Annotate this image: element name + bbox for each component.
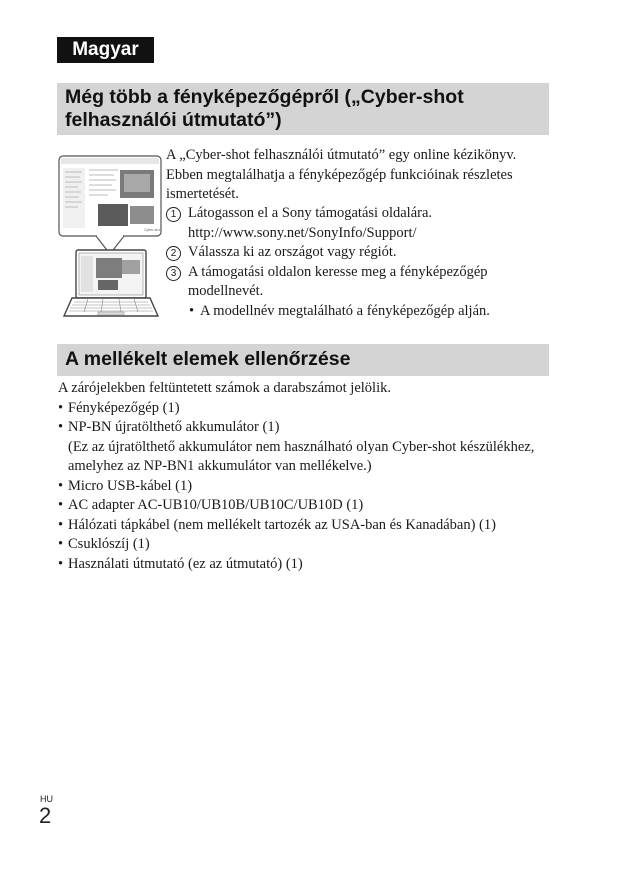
list-item: • Fényképezőgép (1) bbox=[58, 399, 180, 416]
step-2 bbox=[166, 243, 556, 263]
list-item: • Használati útmutató (ez az útmutató) (1) bbox=[58, 555, 303, 572]
battery-note: (Ez az újratölthető akkumulátor nem használható olyan Cyber-shot készülékhez, amelyhez az NP-BN1 akkumulátor van mellékelve.) bbox=[68, 438, 535, 474]
list-item: • Micro USB-kábel (1) bbox=[58, 477, 193, 494]
section-heading-more-info: Még több a fényképezőgépről („Cyber-shot felhasználói útmutató”) bbox=[57, 83, 549, 135]
svg-text:Cyber-shot: Cyber-shot bbox=[144, 228, 162, 232]
language-tab: Magyar bbox=[57, 37, 154, 63]
list-item: • Hálózati tápkábel (nem mellékelt tartozék az USA-ban és Kanadában) (1) bbox=[58, 516, 496, 533]
step-number-3: 3 bbox=[166, 266, 181, 281]
section1-intro: A „Cyber-shot felhasználói útmutató” egy online kézikönyv. Ebben megtalálhatja a fényképezőgép funkcióinak részletes ismertetését. bbox=[166, 147, 517, 202]
language-code: HU bbox=[40, 794, 53, 804]
model-name-text: A modellnév megtalálható a fényképezőgép alján. bbox=[200, 303, 490, 319]
page-number: 2 bbox=[39, 803, 52, 828]
laptop-browser-illustration-icon bbox=[58, 150, 162, 322]
items-intro: A zárójelekben feltüntetett számok a darabszámot jelölik. bbox=[58, 380, 391, 396]
step-3-text: A támogatási oldalon keresse meg a fényképezőgép modellnevét. bbox=[188, 263, 488, 299]
step-number-1: 1 bbox=[166, 207, 181, 222]
supplied-items-list bbox=[58, 379, 558, 574]
step-number-2: 2 bbox=[166, 246, 181, 261]
bullet-dot: • bbox=[189, 303, 195, 319]
step-2-text: Válassza ki az országot vagy régiót. bbox=[188, 244, 397, 260]
step-1 bbox=[166, 204, 556, 243]
list-item: • NP-BN újratölthető akkumulátor (1) (Ez az újratölthető akkumulátor nem használható olyan Cyber-shot készülékhez, amelyhez az NP-BN1 akkumulátor van mellékelve.) bbox=[58, 418, 558, 477]
step-3 bbox=[166, 263, 556, 302]
steps-list bbox=[166, 204, 556, 302]
model-name-bullet bbox=[188, 302, 558, 322]
support-url[interactable]: http://www.sony.net/SonyInfo/Support/ bbox=[188, 224, 417, 241]
list-item: • AC adapter AC-UB10/UB10B/UB10C/UB10D (1) bbox=[58, 497, 364, 513]
section-heading-supplied-items: A mellékelt elemek ellenőrzése bbox=[57, 344, 549, 376]
model-name-note bbox=[188, 302, 558, 322]
step-1-text: Látogasson el a Sony támogatási oldalára. bbox=[188, 205, 433, 221]
list-item: • Csuklószíj (1) bbox=[58, 536, 150, 552]
